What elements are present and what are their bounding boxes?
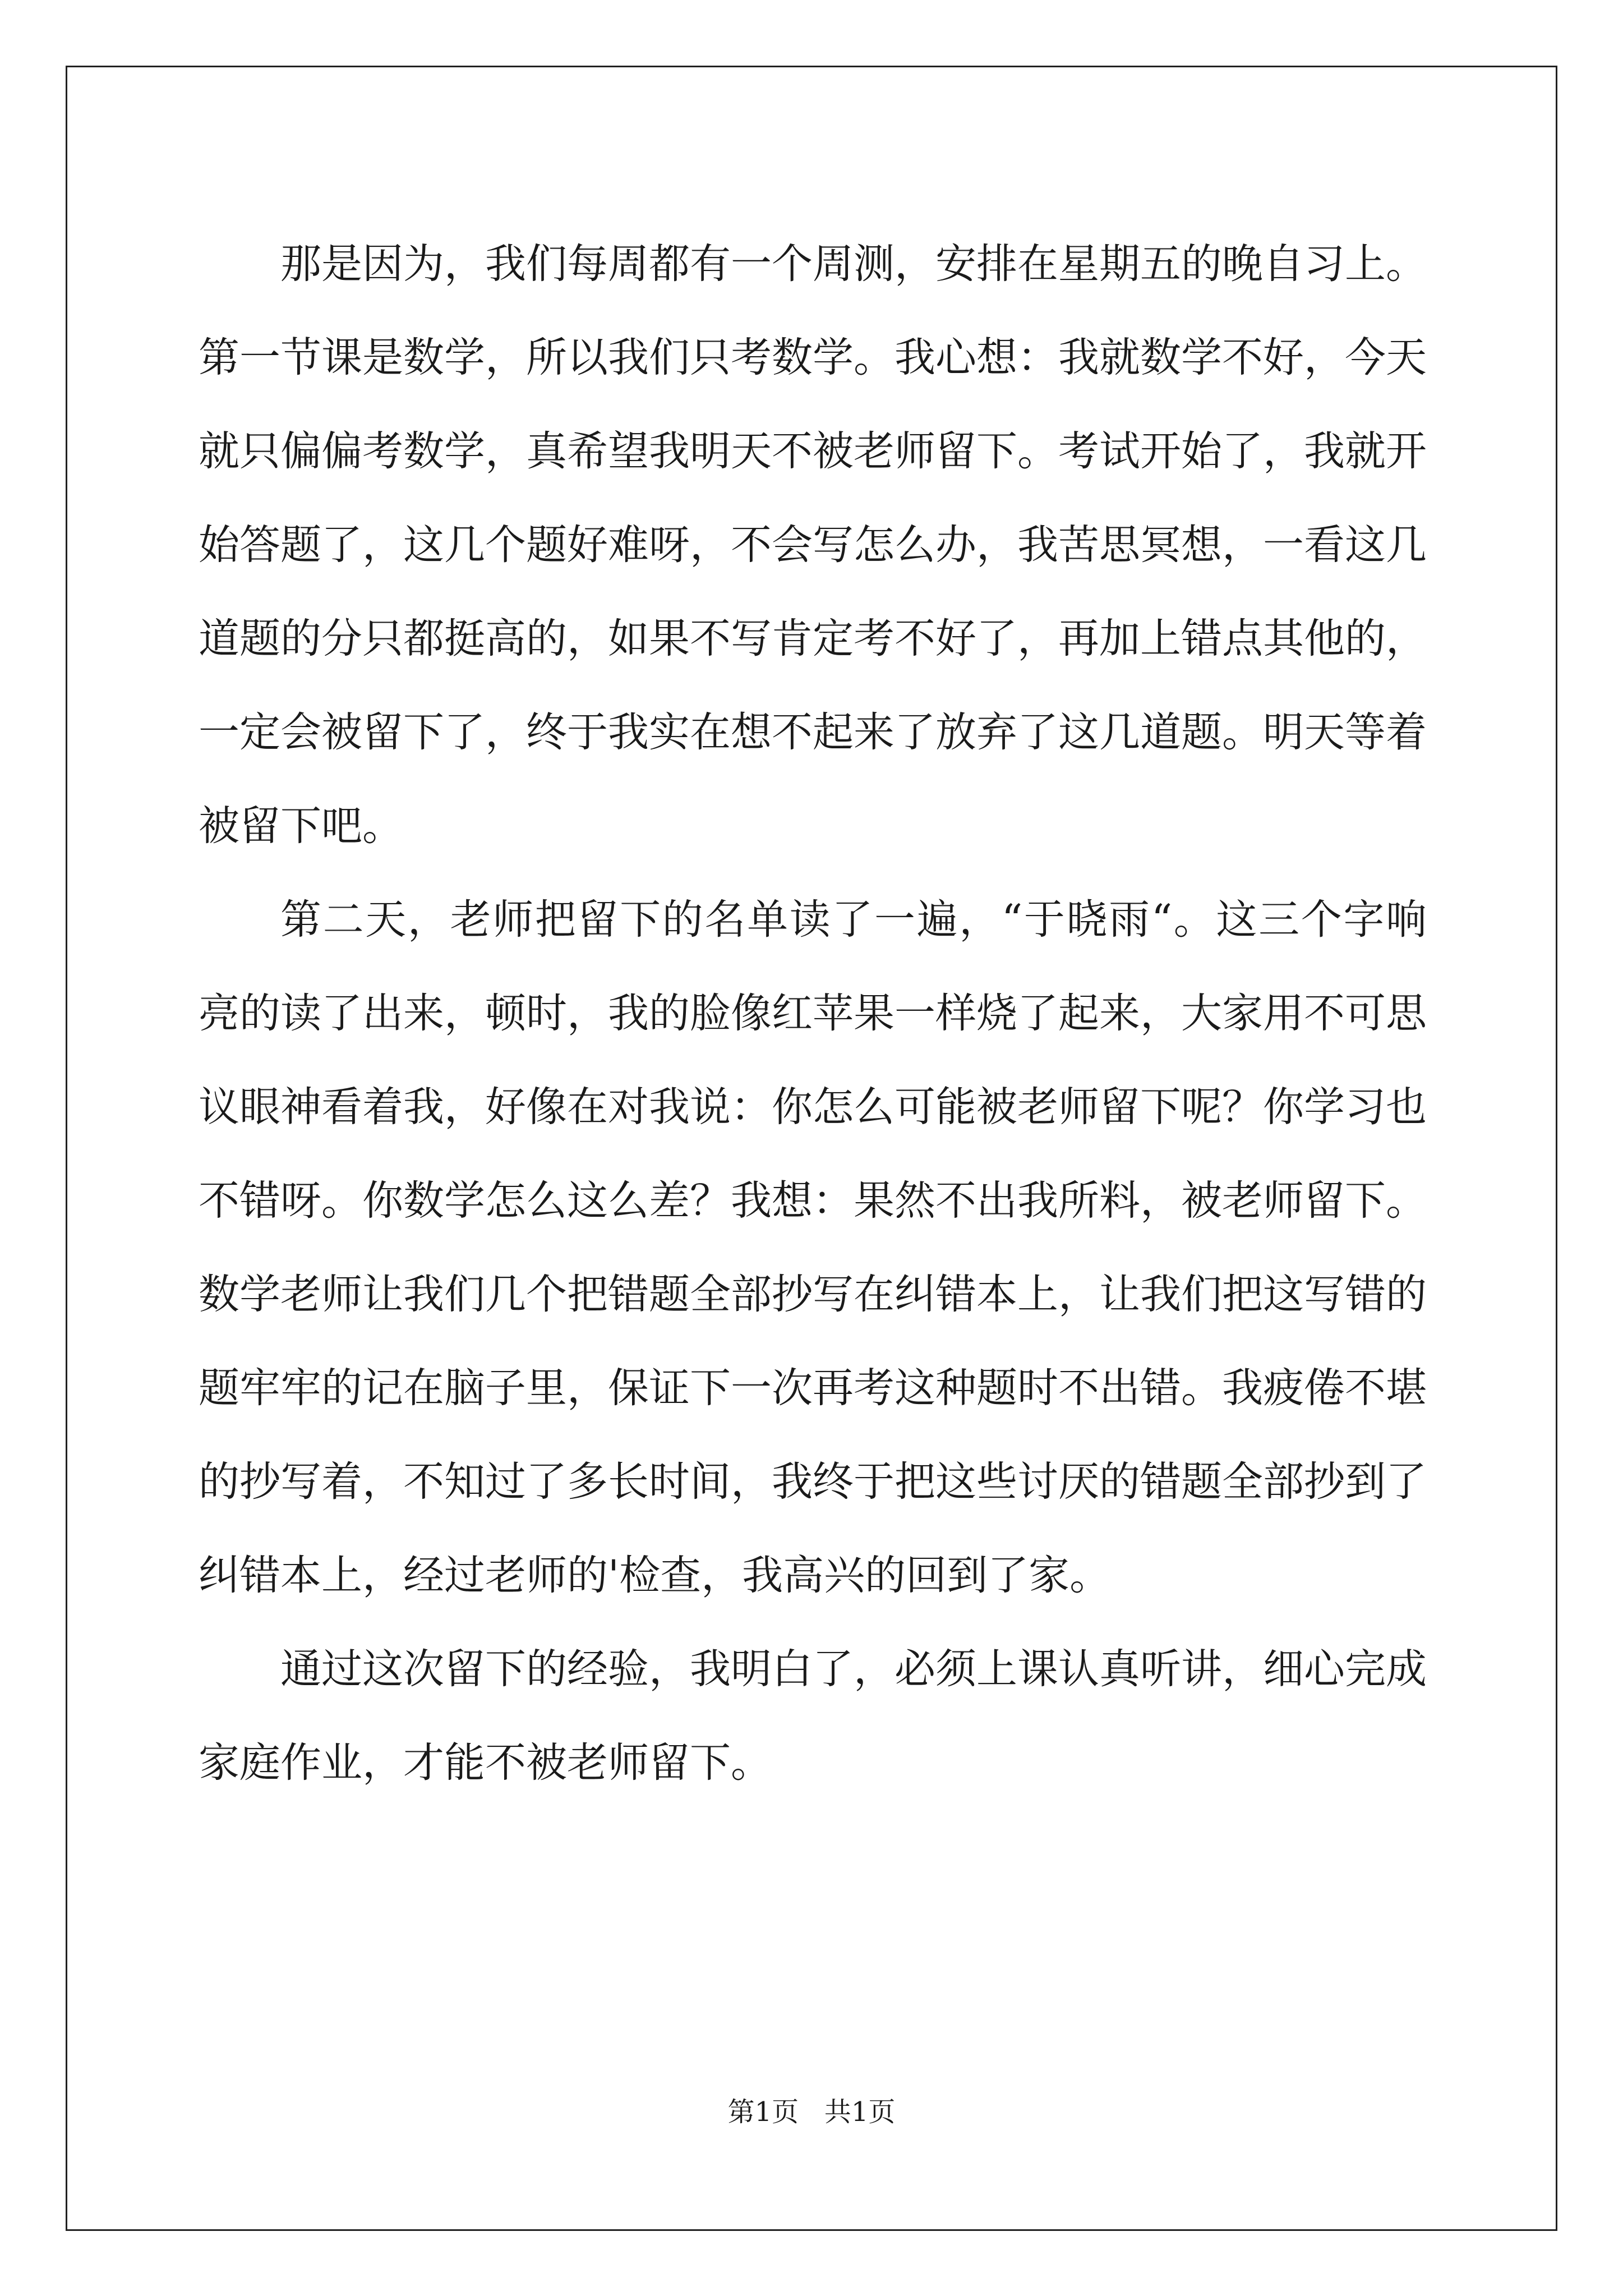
footer-spacer (799, 2096, 824, 2128)
page-total: 共1页 (824, 2096, 896, 2128)
page-footer (0, 2095, 1623, 2129)
document-body (199, 217, 1427, 1810)
paragraph-2: 第二天，老师把留下的名单读了一遍，“于晓雨“。这三个字响亮的读了出来，顿时，我的脸像红苹果一样烧了起来，大家用不可思议眼神看着我，好像在对我说：你怎么可能被老师留下呢？你学习也不错呀。你数学怎么这么差？我想：果然不出我所料，被老师留下。数学老师让我们几个把错题全部抄写在纠错本上，让我们把这写错的题牢牢的记在脑子里，保证下一次再考这种题时不出错。我疲倦不堪的抄写着，不知过了多长时间，我终于把这些讨厌的错题全部抄到了纠错本上，经过老师的'检查，我高兴的回到了家。 (199, 896, 1427, 1599)
page-number: 第1页 (727, 2096, 799, 2128)
paragraph-3: 通过这次留下的经验，我明白了，必须上课认真听讲，细心完成家庭作业，才能不被老师留下。 (199, 1645, 1427, 1787)
paragraph-1: 那是因为，我们每周都有一个周测，安排在星期五的晚自习上。第一节课是数学，所以我们只考数学。我心想：我就数学不好，今天就只偏偏考数学，真希望我明天不被老师留下。考试开始了，我就开始答题了，这几个题好难呀，不会写怎么办，我苦思冥想，一看这几道题的分只都挺高的，如果不写肯定考不好了，再加上错点其他的，一定会被留下了，终于我实在想不起来了放弃了这几道题。明天等着被留下吧。 (199, 240, 1427, 850)
